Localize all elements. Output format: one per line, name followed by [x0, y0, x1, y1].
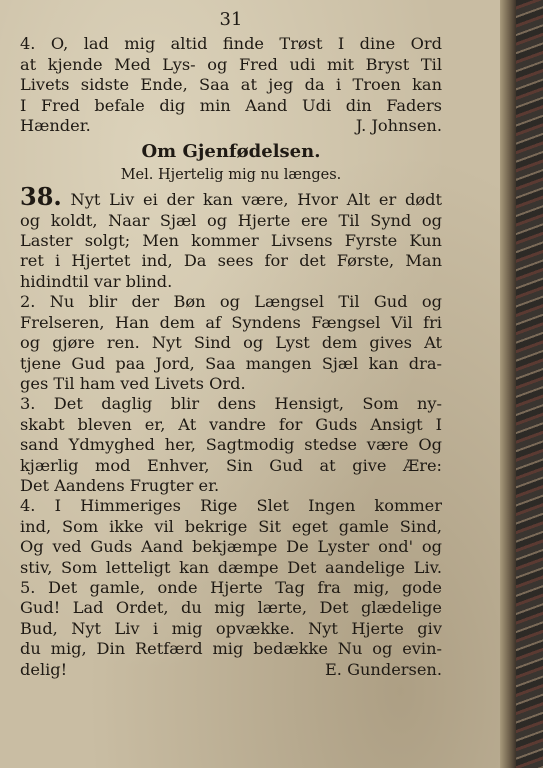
hymn-verse-4 — [20, 496, 442, 578]
page-gutter — [500, 0, 516, 768]
hymn-verse-2 — [20, 292, 442, 394]
text-line: Og ved Guds Aand bekjæmpe De Lyster ond' og — [20, 537, 442, 557]
text-line: hidindtil var blind. — [20, 271, 173, 291]
text-line: ret i Hjertet ind, Da sees for det Første, Man — [20, 251, 442, 271]
hymn-verse-5 — [20, 578, 442, 680]
verse-end-row — [20, 660, 442, 680]
text-line: at kjende Med Lys- og Fred udi mit Bryst Til — [20, 54, 442, 74]
text-line: kjærlig mod Enhver, Sin Gud at give Ære: — [20, 455, 442, 475]
verse-end-row — [20, 116, 442, 136]
hymn-number: 38. — [20, 182, 62, 212]
text-line: og gjøre ren. Nyt Sind og Lyst dem gives At — [20, 333, 442, 353]
text-line: tjene Gud paa Jord, Saa mangen Sjæl kan dra- — [20, 353, 442, 373]
verse-text: Nyt Liv ei der kan være, Hvor Alt er dødt — [70, 190, 442, 210]
text-line: Frelseren, Han dem af Syndens Fængsel Vil fri — [20, 312, 442, 332]
text-line: 5. Det gamle, onde Hjerte Tag fra mig, gode — [20, 577, 442, 597]
text-line: Bud, Nyt Liv i mig opvække. Nyt Hjerte giv — [20, 618, 442, 638]
text-line: og koldt, Naar Sjæl og Hjerte ere Til Synd og — [20, 210, 442, 230]
text-line: ges Til ham ved Livets Ord. — [20, 373, 246, 393]
previous-hymn-author: J. Johnsen. — [355, 116, 442, 136]
previous-hymn-verse — [20, 34, 442, 136]
marbled-cover-edge — [516, 0, 543, 768]
hymn-verse-3 — [20, 394, 442, 496]
page-content — [20, 10, 442, 680]
hymn-melody: Mel. Hjertelig mig nu længes. — [120, 166, 342, 183]
text-line: stiv, Som letteligt kan dæmpe Det aandelige Liv. — [20, 557, 442, 577]
text-line: 2. Nu blir der Bøn og Længsel Til Gud og — [20, 292, 442, 312]
hymn-author: E. Gundersen. — [324, 659, 442, 679]
text-line: sand Ydmyghed her, Sagtmodig stedse være Og — [20, 435, 442, 455]
text-line: Det Aandens Frugter er. — [20, 475, 220, 495]
text-line: 4. I Himmeriges Rige Slet Ingen kommer — [20, 496, 442, 516]
hymn-verse-1 — [20, 182, 442, 292]
text-line: 3. Det daglig blir dens Hensigt, Som ny- — [20, 394, 442, 414]
text-line — [20, 182, 442, 212]
text-line: Gud! Lad Ordet, du mig lærte, Det glædelige — [20, 598, 442, 618]
text-line: ind, Som ikke vil bekrige Sit eget gamle Sind, — [20, 516, 442, 536]
text-line: Hænder. — [20, 116, 91, 136]
text-line: 4. O, lad mig altid finde Trøst I dine Ord — [20, 34, 442, 54]
text-line: skabt bleven er, At vandre for Guds Ansigt I — [20, 414, 442, 434]
page-number: 31 — [219, 9, 243, 30]
text-line: delig! — [20, 659, 68, 679]
text-line: Laster solgt; Men kommer Livsens Fyrste Kun — [20, 231, 442, 251]
text-line: du mig, Din Retfærd mig bedække Nu og evin- — [20, 639, 442, 659]
text-line: I Fred befale dig min Aand Udi din Faders — [20, 95, 442, 115]
hymn-title: Om Gjenfødelsen. — [141, 141, 321, 163]
text-line: Livets sidste Ende, Saa at jeg da i Troen kan — [20, 75, 442, 95]
